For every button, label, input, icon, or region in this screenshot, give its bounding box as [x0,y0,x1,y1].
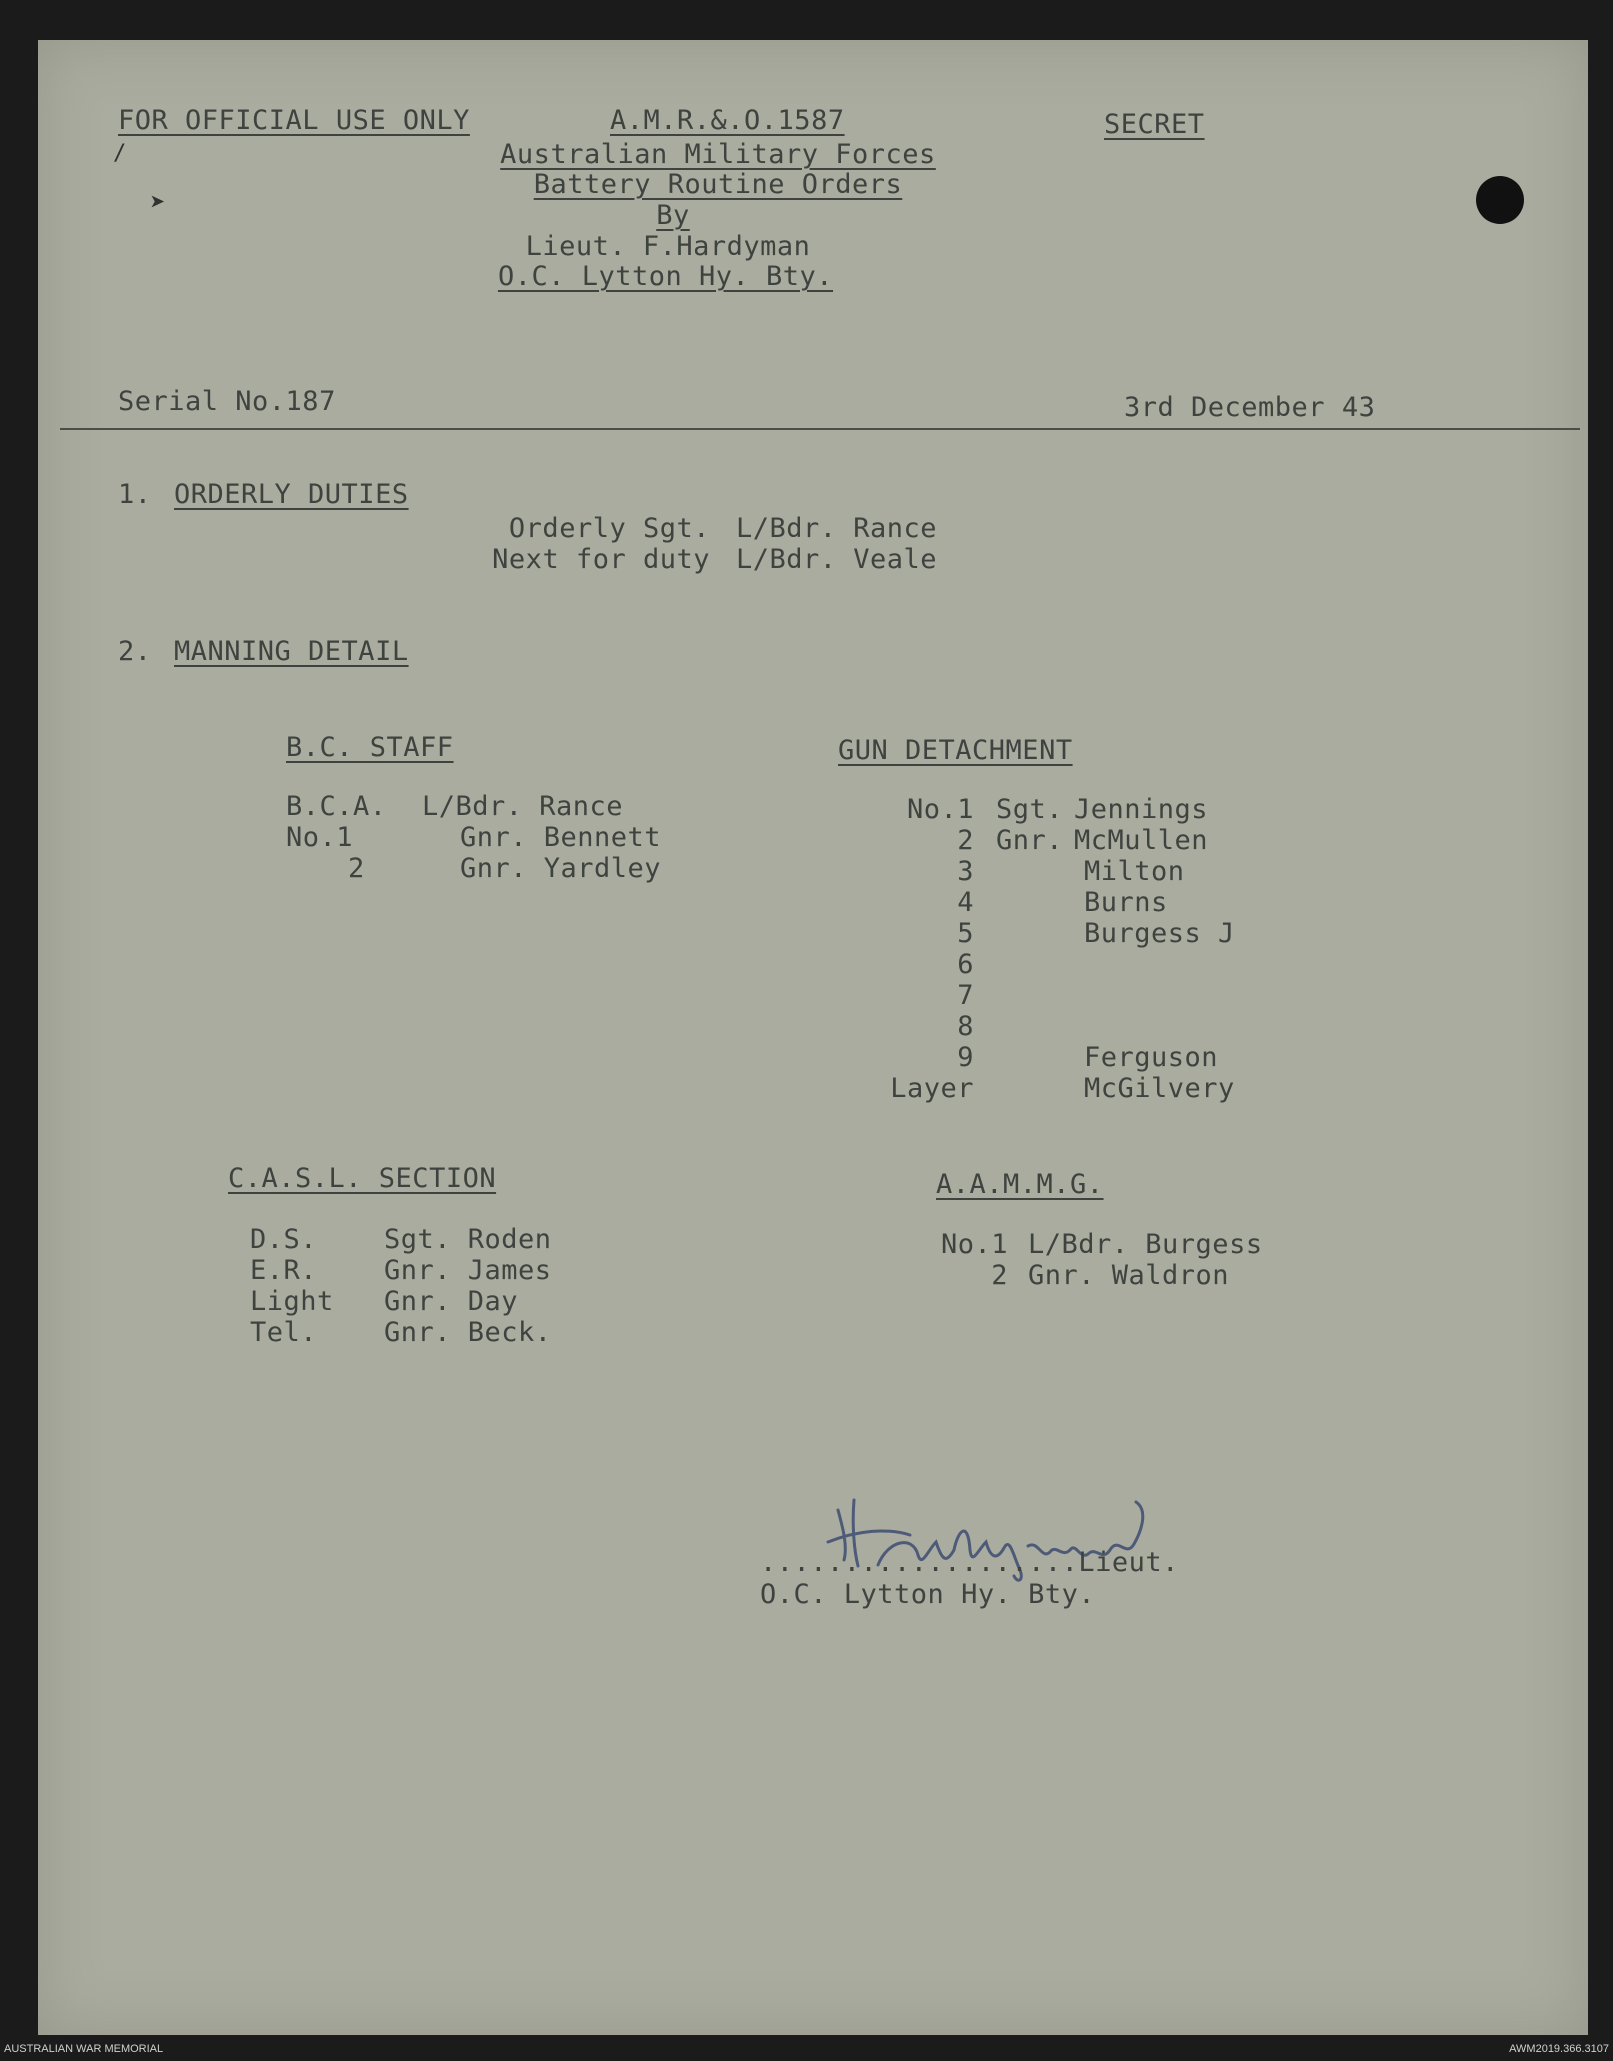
gun-rank: Sgt. [996,794,1064,825]
order-date: 3rd December 43 [1124,392,1376,423]
gun-post: 4 [957,887,974,918]
gun-name: Ferguson [1084,1042,1219,1073]
serial-number: Serial No.187 [118,386,336,417]
header-line-orders: Battery Routine Orders [533,169,903,200]
casl-name: Gnr. Beck. [384,1317,552,1348]
header-line-officer: Lieut. F.Hardyman [525,231,811,262]
gun-post: No.1 [906,794,974,825]
gun-rank: Gnr. [996,825,1064,856]
bc-staff-name: L/Bdr. Rance [422,791,624,822]
ink-mark: / [113,141,127,166]
section-2-heading: MANNING DETAIL [174,636,409,667]
document-page [38,40,1588,2035]
gun-post: 7 [957,980,974,1011]
section-1-heading: ORDERLY DUTIES [174,479,409,510]
gun-name: McGilvery [1084,1073,1235,1104]
gun-name: Burns [1084,887,1168,918]
casl-post: D.S. [250,1224,318,1255]
casl-name: Sgt. Roden [384,1224,552,1255]
orderly-role: Next for duty [492,544,710,575]
casl-post: E.R. [250,1255,318,1286]
bc-staff-post: B.C.A. [286,791,387,822]
gun-name: Jennings [1074,794,1209,825]
gun-name: Burgess J [1084,918,1235,949]
punch-hole [1476,176,1524,224]
orderly-name: L/Bdr. Rance [736,513,938,544]
signature-line: ...................Lieut. [760,1547,1179,1578]
archive-reference: AWM2019.366.3107 [1509,2043,1609,2055]
gun-detachment-title: GUN DETACHMENT [838,735,1073,766]
gun-post: 3 [957,856,974,887]
gun-post: 8 [957,1011,974,1042]
bc-staff-post: No.1 [286,822,354,853]
aammg-title: A.A.M.M.G. [936,1169,1104,1200]
header-line-forces: Australian Military Forces [500,139,936,170]
casl-name: Gnr. Day [384,1286,519,1317]
gun-post: 2 [957,825,974,856]
section-1-number: 1. [118,479,152,510]
aammg-name: Gnr. Waldron [1028,1260,1230,1291]
casl-post: Light [250,1286,334,1317]
header-line-by: By [656,200,690,231]
aammg-post: No.1 [940,1229,1008,1260]
form-number: A.M.R.&.O.1587 [610,105,845,136]
header-line-unit: O.C. Lytton Hy. Bty. [497,261,834,292]
bc-staff-post: 2 [348,853,365,884]
aammg-name: L/Bdr. Burgess [1028,1229,1263,1260]
signature-unit: O.C. Lytton Hy. Bty. [760,1579,1096,1610]
archive-credit: AUSTRALIAN WAR MEMORIAL [4,2043,164,2055]
gun-name: Milton [1084,856,1185,887]
classification-right: SECRET [1104,109,1205,140]
gun-post: 9 [957,1042,974,1073]
gun-post: Layer [890,1073,974,1104]
casl-section-title: C.A.S.L. SECTION [228,1163,497,1194]
orderly-role: Orderly Sgt. [508,513,710,544]
aammg-post: 2 [991,1260,1008,1291]
classification-left: FOR OFFICIAL USE ONLY [118,105,470,136]
section-2-number: 2. [118,636,152,667]
ink-mark: ➤ [150,188,166,218]
gun-post: 6 [957,949,974,980]
divider-rule [60,428,1580,430]
bc-staff-name: Gnr. Yardley [460,853,662,884]
orderly-name: L/Bdr. Veale [736,544,938,575]
gun-post: 5 [957,918,974,949]
bc-staff-title: B.C. STAFF [286,732,454,763]
casl-name: Gnr. James [384,1255,552,1286]
bc-staff-name: Gnr. Bennett [460,822,662,853]
gun-name: McMullen [1074,825,1209,856]
casl-post: Tel. [250,1317,318,1348]
